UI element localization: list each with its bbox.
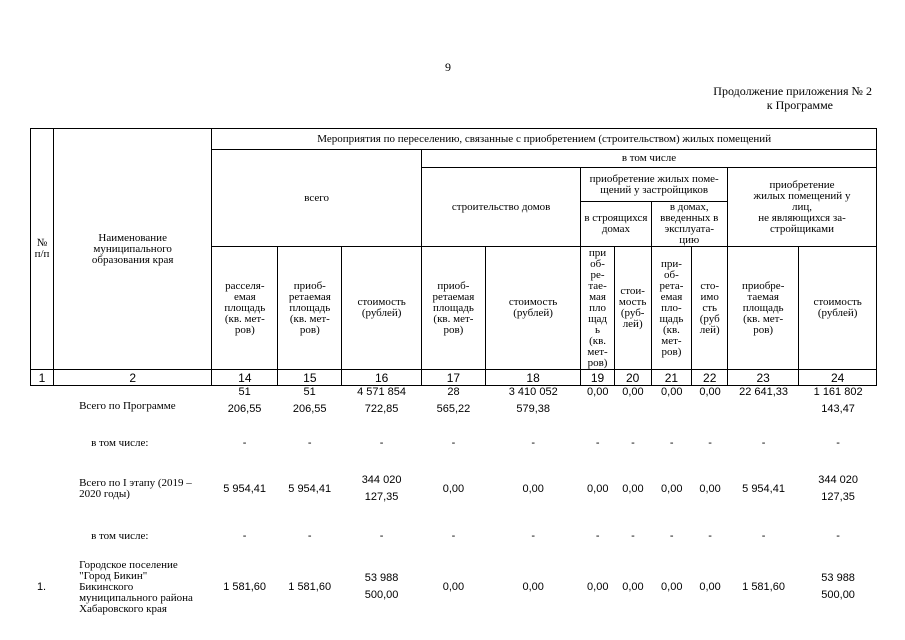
data-table (30, 384, 877, 622)
cell-value: 0,00 (661, 580, 683, 593)
cell-c17 (421, 384, 485, 428)
cell-c20 (615, 520, 652, 552)
cell-c21 (651, 384, 692, 428)
cell-value: - (836, 436, 840, 449)
cell-c16 (342, 428, 422, 458)
cell-value (581, 401, 615, 418)
cell-value: 206,55 (227, 403, 262, 415)
row-number (30, 520, 53, 552)
cell-value: - (631, 436, 635, 449)
cell-c19 (581, 384, 615, 428)
col-number-2: 2 (54, 370, 212, 386)
cell-c24 (799, 552, 877, 622)
header-table (30, 128, 877, 386)
cell-c19 (581, 552, 615, 622)
cell-value: 500,00 (364, 589, 399, 601)
header-c23: приобре- таемая площадь (кв. мет- ров) (728, 247, 799, 370)
cell-c21 (651, 520, 692, 552)
cell-c16 (342, 520, 422, 552)
cell-value: 1 581,60 (223, 580, 267, 593)
header-commissioned: в домах, введенных в эксплуата- цию (651, 202, 728, 247)
header-c16: стоимость (рублей) (342, 247, 422, 370)
cell-value: - (761, 529, 766, 542)
cell-c15 (278, 458, 342, 520)
cell-value: 565,22 (436, 403, 471, 415)
col-number-1: 1 (31, 370, 54, 386)
cell-value: - (451, 529, 456, 542)
cell-value: 143,47 (821, 403, 855, 415)
col-number-16: 16 (342, 370, 422, 386)
col-number-14: 14 (212, 370, 278, 386)
cell-c22 (692, 520, 728, 552)
col-number-19: 19 (581, 370, 615, 386)
cell-c23 (728, 552, 799, 622)
header-col-name: Наименование муниципального образования края (54, 129, 212, 370)
row-number (30, 384, 53, 428)
cell-value: 0,00 (622, 580, 644, 593)
cell-c15 (278, 384, 342, 428)
cell-c17 (421, 552, 485, 622)
col-number-22: 22 (692, 370, 728, 386)
cell-value: 0,00 (587, 580, 609, 593)
cell-c15 (278, 552, 342, 622)
cell-value: - (708, 529, 712, 542)
cell-value: 51 (303, 386, 316, 398)
row-number (30, 428, 53, 458)
header-from-others: приобретение жилых помещений у лиц, не являющихся за- стройщиками (728, 168, 877, 247)
cell-value: 0,00 (699, 482, 721, 495)
row-number (30, 458, 53, 520)
cell-c18 (485, 552, 581, 622)
cell-value (651, 401, 692, 418)
row-number: 1. (36, 581, 47, 593)
cell-c20 (615, 384, 652, 428)
cell-value: 0,00 (622, 482, 644, 495)
cell-c20 (615, 428, 652, 458)
cell-value: 0,00 (522, 580, 544, 593)
cell-c21 (651, 458, 692, 520)
header-group-title: Мероприятия по переселению, связанные с приобретением (строительством) жилых помещений (212, 129, 877, 150)
cell-value: 3 410 052 (508, 386, 558, 398)
cell-value: 5 954,41 (742, 482, 785, 495)
cell-c22 (692, 552, 728, 622)
cell-c18 (485, 520, 581, 552)
appendix-caption (713, 84, 872, 112)
col-number-23: 23 (728, 370, 799, 386)
cell-value: 0,00 (442, 482, 465, 495)
table-row (30, 428, 877, 458)
cell-c23 (728, 384, 799, 428)
cell-value: - (379, 529, 384, 542)
cell-value: - (631, 529, 635, 542)
header-c15: приоб- ретаемая площадь (кв. мет- ров) (278, 247, 342, 370)
cell-value: 0,00 (442, 580, 465, 593)
header-col-number: № п/п (31, 129, 54, 370)
cell-value: 127,35 (364, 491, 399, 503)
cell-c18 (485, 458, 581, 520)
header-construction: строительство домов (421, 168, 580, 247)
cell-value: 0,00 (661, 482, 683, 495)
col-number-20: 20 (614, 370, 651, 386)
appendix-line-1: Продолжение приложения № 2 (713, 84, 872, 98)
cell-value: 0,00 (622, 386, 644, 398)
cell-c17 (421, 428, 485, 458)
cell-value: 127,35 (821, 491, 855, 503)
cell-value: - (669, 529, 674, 542)
cell-c24 (799, 458, 877, 520)
cell-c19 (581, 428, 615, 458)
cell-value: - (242, 436, 247, 449)
cell-c21 (651, 428, 692, 458)
cell-c21 (651, 552, 692, 622)
cell-c15 (278, 520, 342, 552)
header-from-developers: приобретение жилых поме- щений у застройщиков (581, 168, 728, 202)
cell-value: - (307, 436, 312, 449)
cell-c22 (692, 458, 728, 520)
cell-value: 51 (238, 386, 251, 398)
cell-c22 (692, 384, 728, 428)
cell-value: - (531, 529, 536, 542)
header-under-construction: в строящихся домах (581, 202, 651, 247)
cell-value: 722,85 (364, 403, 399, 415)
cell-c24 (799, 384, 877, 428)
cell-value: 206,55 (292, 403, 327, 415)
cell-value: - (595, 529, 600, 542)
cell-value: 28 (447, 386, 460, 398)
cell-c24 (799, 520, 877, 552)
cell-value: - (669, 436, 674, 449)
cell-c19 (581, 520, 615, 552)
row-name: в том числе: (91, 529, 149, 542)
cell-c16 (342, 384, 422, 428)
table-row (30, 458, 877, 520)
cell-value: 53 988 (821, 572, 855, 584)
cell-value (728, 401, 799, 418)
cell-value: - (531, 436, 536, 449)
header-c22: сто- имо сть (руб лей) (692, 247, 728, 370)
header-c21: при- об- рета- емая пло- щадь (кв. мет- ров) (651, 247, 692, 370)
cell-c20 (615, 552, 652, 622)
cell-value: 0,00 (522, 482, 544, 495)
col-number-15: 15 (278, 370, 342, 386)
cell-c20 (615, 458, 652, 520)
cell-value: 344 020 (818, 474, 858, 486)
row-name: Всего по I этапу (2019 – 2020 годы) (79, 477, 192, 500)
col-number-17: 17 (421, 370, 485, 386)
cell-value: 0,00 (699, 580, 721, 593)
header-c18: стоимость (рублей) (485, 247, 580, 370)
cell-c17 (421, 520, 485, 552)
header-c24: стоимость (рублей) (799, 247, 877, 370)
col-number-21: 21 (651, 370, 692, 386)
cell-value: - (451, 436, 456, 449)
cell-value: 500,00 (821, 589, 855, 601)
header-c20: стои- мость (руб- лей) (614, 247, 651, 370)
cell-c14 (212, 458, 278, 520)
cell-value: 5 954,41 (223, 482, 267, 495)
cell-c14 (212, 520, 278, 552)
cell-c23 (728, 428, 799, 458)
cell-c22 (692, 428, 728, 458)
row-name: в том числе: (91, 436, 149, 449)
col-number-18: 18 (485, 370, 580, 386)
cell-value: - (836, 529, 840, 542)
cell-c15 (278, 428, 342, 458)
cell-value: 344 020 (361, 474, 402, 486)
cell-c18 (485, 428, 581, 458)
header-c14: расселя- емая площадь (кв. мет- ров) (212, 247, 278, 370)
table-row (30, 552, 877, 622)
table-row (30, 520, 877, 552)
cell-c23 (728, 458, 799, 520)
cell-c23 (728, 520, 799, 552)
cell-c18 (485, 384, 581, 428)
cell-value: 0,00 (587, 482, 609, 495)
header-including: в том числе (421, 150, 876, 168)
cell-value: - (307, 529, 312, 542)
cell-value: - (595, 436, 600, 449)
cell-value: 4 571 854 (357, 386, 407, 398)
cell-value: 0,00 (661, 386, 683, 398)
cell-value: 53 988 (364, 572, 399, 584)
row-name: Городское поселение "Город Бикин" Бикинского муниципального района Хабаровского края (79, 558, 193, 615)
cell-c14 (212, 552, 278, 622)
cell-value: 0,00 (587, 386, 609, 398)
appendix-line-2: к Программе (766, 98, 833, 112)
cell-value: - (761, 436, 766, 449)
header-total: всего (212, 150, 422, 247)
page-number: 9 (445, 60, 451, 74)
row-name: Всего по Программе (79, 399, 176, 412)
cell-value: 5 954,41 (288, 482, 332, 495)
cell-c24 (799, 428, 877, 458)
header-c19: при об- ре- тае- мая пло щад ь (кв. мет- ров) (581, 247, 615, 370)
cell-c16 (342, 552, 422, 622)
cell-c17 (421, 458, 485, 520)
table-row (30, 384, 877, 428)
cell-value: 579,38 (516, 403, 551, 415)
cell-c16 (342, 458, 422, 520)
cell-c14 (212, 384, 278, 428)
cell-c19 (581, 458, 615, 520)
cell-value: 0,00 (699, 386, 721, 398)
cell-value (615, 401, 652, 418)
cell-value: 1 581,60 (288, 580, 332, 593)
cell-value: - (708, 436, 712, 449)
cell-value: - (242, 529, 247, 542)
cell-c14 (212, 428, 278, 458)
cell-value: 22 641,33 (739, 386, 789, 398)
cell-value (692, 401, 728, 418)
cell-value: 1 161 802 (813, 386, 863, 398)
cell-value: - (379, 436, 384, 449)
cell-value: 1 581,60 (742, 580, 785, 593)
header-c17: приоб- ретаемая площадь (кв. мет- ров) (421, 247, 485, 370)
col-number-24: 24 (799, 370, 877, 386)
